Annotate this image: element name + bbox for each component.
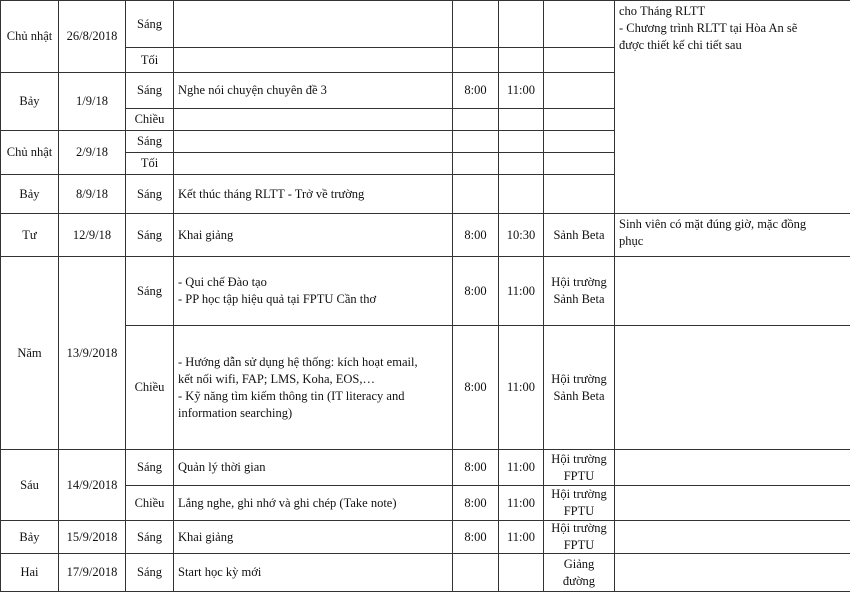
activity-cell [173, 553, 453, 592]
venue-line: FPTU [563, 504, 595, 518]
activity-cell [173, 108, 453, 131]
venue-line: Hội trường [551, 371, 607, 386]
day-cell: Chủ nhật [0, 130, 59, 175]
note-line: phục [619, 234, 644, 248]
activity-cell [173, 47, 453, 73]
venue-line: đường [562, 573, 596, 588]
activity-lines [178, 564, 261, 581]
start-time-cell [452, 0, 499, 48]
start-time-cell: 8:00 [452, 325, 499, 450]
venue-line: Hội trường [551, 521, 607, 535]
activity-cell [173, 485, 453, 521]
session-time-cell: Tối [125, 47, 174, 73]
session-time-cell: Sáng [125, 213, 174, 257]
activity-line: - Qui chế Đào tạo [178, 275, 267, 289]
start-time-cell: 8:00 [452, 485, 499, 521]
day-cell: Sáu [0, 449, 59, 521]
start-time-cell: 8:00 [452, 213, 499, 257]
activity-cell [173, 72, 453, 109]
activity-lines [178, 274, 376, 308]
day-cell: Bảy [0, 520, 59, 554]
end-time-cell [498, 152, 544, 175]
activity-lines [178, 227, 233, 244]
note-line: - Chương trình RLTT tại Hòa An sẽ [619, 21, 798, 35]
end-time-cell: 11:00 [498, 485, 544, 521]
venue-cell [543, 130, 615, 153]
session-time-cell: Sáng [125, 520, 174, 554]
note-cell [614, 256, 850, 326]
venue-cell [543, 520, 615, 554]
day-cell: Bảy [0, 72, 59, 131]
venue-line: Hội trường [551, 487, 607, 501]
activity-cell [173, 130, 453, 153]
start-time-cell [452, 130, 499, 153]
venue-cell [543, 0, 615, 48]
day-cell: Chủ nhật [0, 0, 59, 73]
start-time-cell: 8:00 [452, 449, 499, 486]
note-cell [614, 213, 850, 257]
venue-cell [543, 485, 615, 521]
venue-lines [563, 556, 595, 590]
start-time-cell [452, 152, 499, 175]
venue-cell [543, 72, 615, 109]
venue-line: Hội trường [551, 275, 607, 289]
venue-lines [551, 486, 606, 520]
activity-line: - Kỹ năng tìm kiếm thông tin (IT literacy and [178, 388, 405, 403]
activity-cell [173, 256, 453, 326]
day-cell: Tư [0, 213, 59, 257]
note-line: Sinh viên có mặt đúng giờ, mặc đồng [619, 217, 807, 231]
date-cell: 15/9/2018 [58, 520, 126, 554]
end-time-cell: 10:30 [498, 213, 544, 257]
note-cell [614, 520, 850, 554]
venue-cell [543, 449, 615, 486]
end-time-cell [498, 47, 544, 73]
activity-line: - PP học tập hiệu quả tại FPTU Cần thơ [178, 292, 377, 306]
venue-cell [543, 174, 615, 214]
start-time-cell [452, 174, 499, 214]
start-time-cell: 8:00 [452, 256, 499, 326]
end-time-cell [498, 174, 544, 214]
venue-cell [543, 108, 615, 131]
venue-cell [543, 256, 615, 326]
activity-line: Lắng nghe, ghi nhớ và ghi chép (Take note) [178, 495, 397, 510]
note-cell [614, 0, 850, 214]
activity-line: information searching) [178, 405, 293, 420]
activity-cell [173, 174, 453, 214]
venue-lines [551, 274, 606, 308]
venue-line: Giảng [563, 556, 595, 571]
session-time-cell: Sáng [125, 174, 174, 214]
start-time-cell [452, 108, 499, 131]
venue-line: Sảnh Beta [553, 388, 605, 403]
end-time-cell: 11:00 [498, 256, 544, 326]
activity-line: Quản lý thời gian [178, 460, 266, 474]
date-cell: 26/8/2018 [58, 0, 126, 73]
venue-cell [543, 47, 615, 73]
activity-lines [178, 495, 397, 512]
session-time-cell: Sáng [125, 130, 174, 153]
note-lines [619, 216, 806, 250]
activity-cell [173, 0, 453, 48]
day-cell: Hai [0, 553, 59, 592]
end-time-cell [498, 130, 544, 153]
venue-cell [543, 553, 615, 592]
note-lines [619, 3, 797, 54]
activity-lines [178, 354, 418, 422]
end-time-cell: 11:00 [498, 520, 544, 554]
activity-cell [173, 449, 453, 486]
activity-lines [178, 186, 364, 203]
session-time-cell: Tối [125, 152, 174, 175]
activity-line: - Hướng dẫn sử dụng hệ thống: kích hoạt email, [178, 354, 418, 369]
session-time-cell: Sáng [125, 449, 174, 486]
end-time-cell: 11:00 [498, 72, 544, 109]
activity-line: Khai giảng [178, 529, 234, 544]
day-cell: Bảy [0, 174, 59, 214]
date-cell: 17/9/2018 [58, 553, 126, 592]
venue-cell [543, 325, 615, 450]
activity-line: kết nối wifi, FAP; LMS, Koha, EOS,… [178, 371, 375, 386]
activity-cell [173, 520, 453, 554]
start-time-cell [452, 553, 499, 592]
start-time-cell: 8:00 [452, 520, 499, 554]
venue-line: Sảnh Beta [553, 292, 605, 306]
session-time-cell: Sáng [125, 0, 174, 48]
end-time-cell: 11:00 [498, 325, 544, 450]
venue-cell [543, 213, 615, 257]
venue-line: FPTU [563, 538, 595, 552]
date-cell: 8/9/18 [58, 174, 126, 214]
note-cell [614, 325, 850, 450]
activity-cell [173, 213, 453, 257]
start-time-cell [452, 47, 499, 73]
venue-lines [551, 451, 606, 485]
activity-lines [178, 459, 266, 476]
end-time-cell: 11:00 [498, 449, 544, 486]
note-line: cho Tháng RLTT [619, 4, 706, 18]
activity-line: Khai giảng [178, 227, 234, 242]
session-time-cell: Chiều [125, 325, 174, 450]
session-time-cell: Sáng [125, 256, 174, 326]
note-cell [614, 485, 850, 521]
venue-cell [543, 152, 615, 175]
session-time-cell: Chiều [125, 108, 174, 131]
venue-lines [553, 227, 604, 244]
note-line: được thiết kế chi tiết sau [619, 38, 742, 52]
start-time-cell: 8:00 [452, 72, 499, 109]
date-cell: 12/9/18 [58, 213, 126, 257]
activity-cell [173, 325, 453, 450]
venue-lines [551, 371, 606, 405]
end-time-cell [498, 0, 544, 48]
venue-line: FPTU [563, 468, 595, 483]
venue-line: Hội trường [551, 451, 607, 466]
note-cell [614, 553, 850, 592]
note-cell [614, 449, 850, 486]
activity-lines [178, 529, 233, 546]
day-cell: Năm [0, 256, 59, 450]
activity-line: Nghe nói chuyện chuyên đề 3 [178, 83, 327, 97]
activity-line: Kết thúc tháng RLTT - Trở về trường [178, 186, 365, 201]
date-cell: 14/9/2018 [58, 449, 126, 521]
venue-line: Sảnh Beta [553, 227, 605, 242]
activity-lines [178, 82, 327, 99]
session-time-cell: Sáng [125, 553, 174, 592]
activity-cell [173, 152, 453, 175]
activity-line: Start học kỳ mới [178, 565, 262, 579]
date-cell: 1/9/18 [58, 72, 126, 131]
end-time-cell [498, 108, 544, 131]
date-cell: 13/9/2018 [58, 256, 126, 450]
session-time-cell: Chiều [125, 485, 174, 521]
venue-lines [551, 520, 606, 554]
session-time-cell: Sáng [125, 72, 174, 109]
date-cell: 2/9/18 [58, 130, 126, 175]
end-time-cell [498, 553, 544, 592]
